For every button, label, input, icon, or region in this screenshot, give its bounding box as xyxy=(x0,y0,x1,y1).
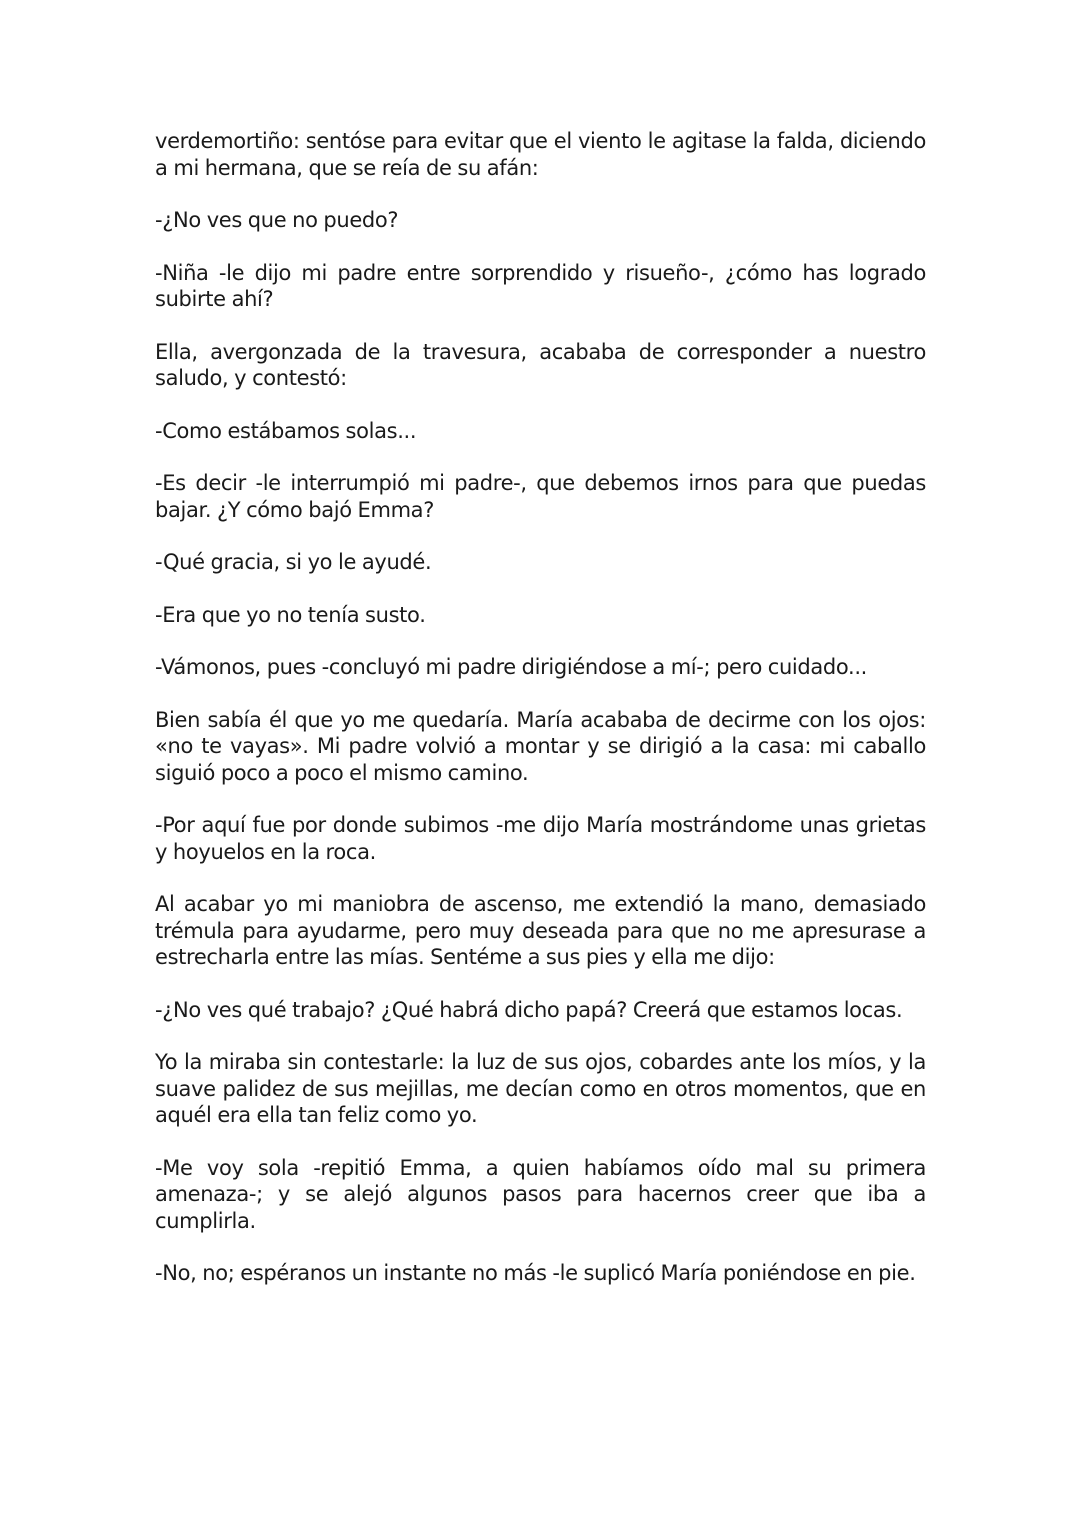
paragraph-narration: Al acabar yo mi maniobra de ascenso, me extendió la mano, demasiado trémula para ayudarme, pero muy deseada para que no me apresurase a estrecharla entre las mías. Sentéme a sus pies y ella me dijo: xyxy=(155,892,926,969)
document-page xyxy=(155,128,926,1313)
paragraph-dialogue: -Como estábamos solas... xyxy=(155,418,417,443)
paragraph-dialogue: -Qué gracia, si yo le ayudé. xyxy=(155,550,432,574)
paragraph-dialogue: -Por aquí fue por donde subimos -me dijo María mostrándome unas grietas y hoyuelos en la roca. xyxy=(155,813,926,864)
paragraph-narration: verdemortiño: sentóse para evitar que el viento le agitase la falda, diciendo a mi hermana, que se reía de su afán: xyxy=(155,129,926,180)
paragraph-narration: Ella, avergonzada de la travesura, acababa de corresponder a nuestro saludo, y contestó: xyxy=(155,339,926,390)
paragraph-dialogue: -Vámonos, pues -concluyó mi padre dirigiéndose a mí-; pero cuidado... xyxy=(155,655,867,679)
paragraph-dialogue: -Es decir -le interrumpió mi padre-, que debemos irnos para que puedas bajar. ¿Y cómo bajó Emma? xyxy=(155,471,926,522)
paragraph-dialogue: -Era que yo no tenía susto. xyxy=(155,602,426,627)
paragraph-dialogue: -¿No ves que no puedo? xyxy=(155,208,399,232)
paragraph-dialogue: -Niña -le dijo mi padre entre sorprendido y risueño-, ¿cómo has logrado subirte ahí? xyxy=(155,260,926,311)
paragraph-dialogue: -Me voy sola -repitió Emma, a quien habíamos oído mal su primera amenaza-; y se alejó algunos pasos para hacernos creer que iba a cumplirla. xyxy=(155,1155,926,1233)
paragraph-narration: Bien sabía él que yo me quedaría. María acababa de decirme con los ojos: «no te vayas». Mi padre volvió a montar y se dirigió a la casa: mi caballo siguió poco a poco el mismo camino. xyxy=(155,707,926,785)
paragraph-narration: Yo la miraba sin contestarle: la luz de sus ojos, cobardes ante los míos, y la suave palidez de sus mejillas, me decían como en otros momentos, que en aquél era ella tan feliz como yo. xyxy=(155,1050,926,1127)
paragraph-dialogue: -No, no; espéranos un instante no más -le suplicó María poniéndose en pie. xyxy=(155,1261,916,1285)
paragraph-dialogue: -¿No ves qué trabajo? ¿Qué habrá dicho papá? Creerá que estamos locas. xyxy=(155,997,903,1022)
